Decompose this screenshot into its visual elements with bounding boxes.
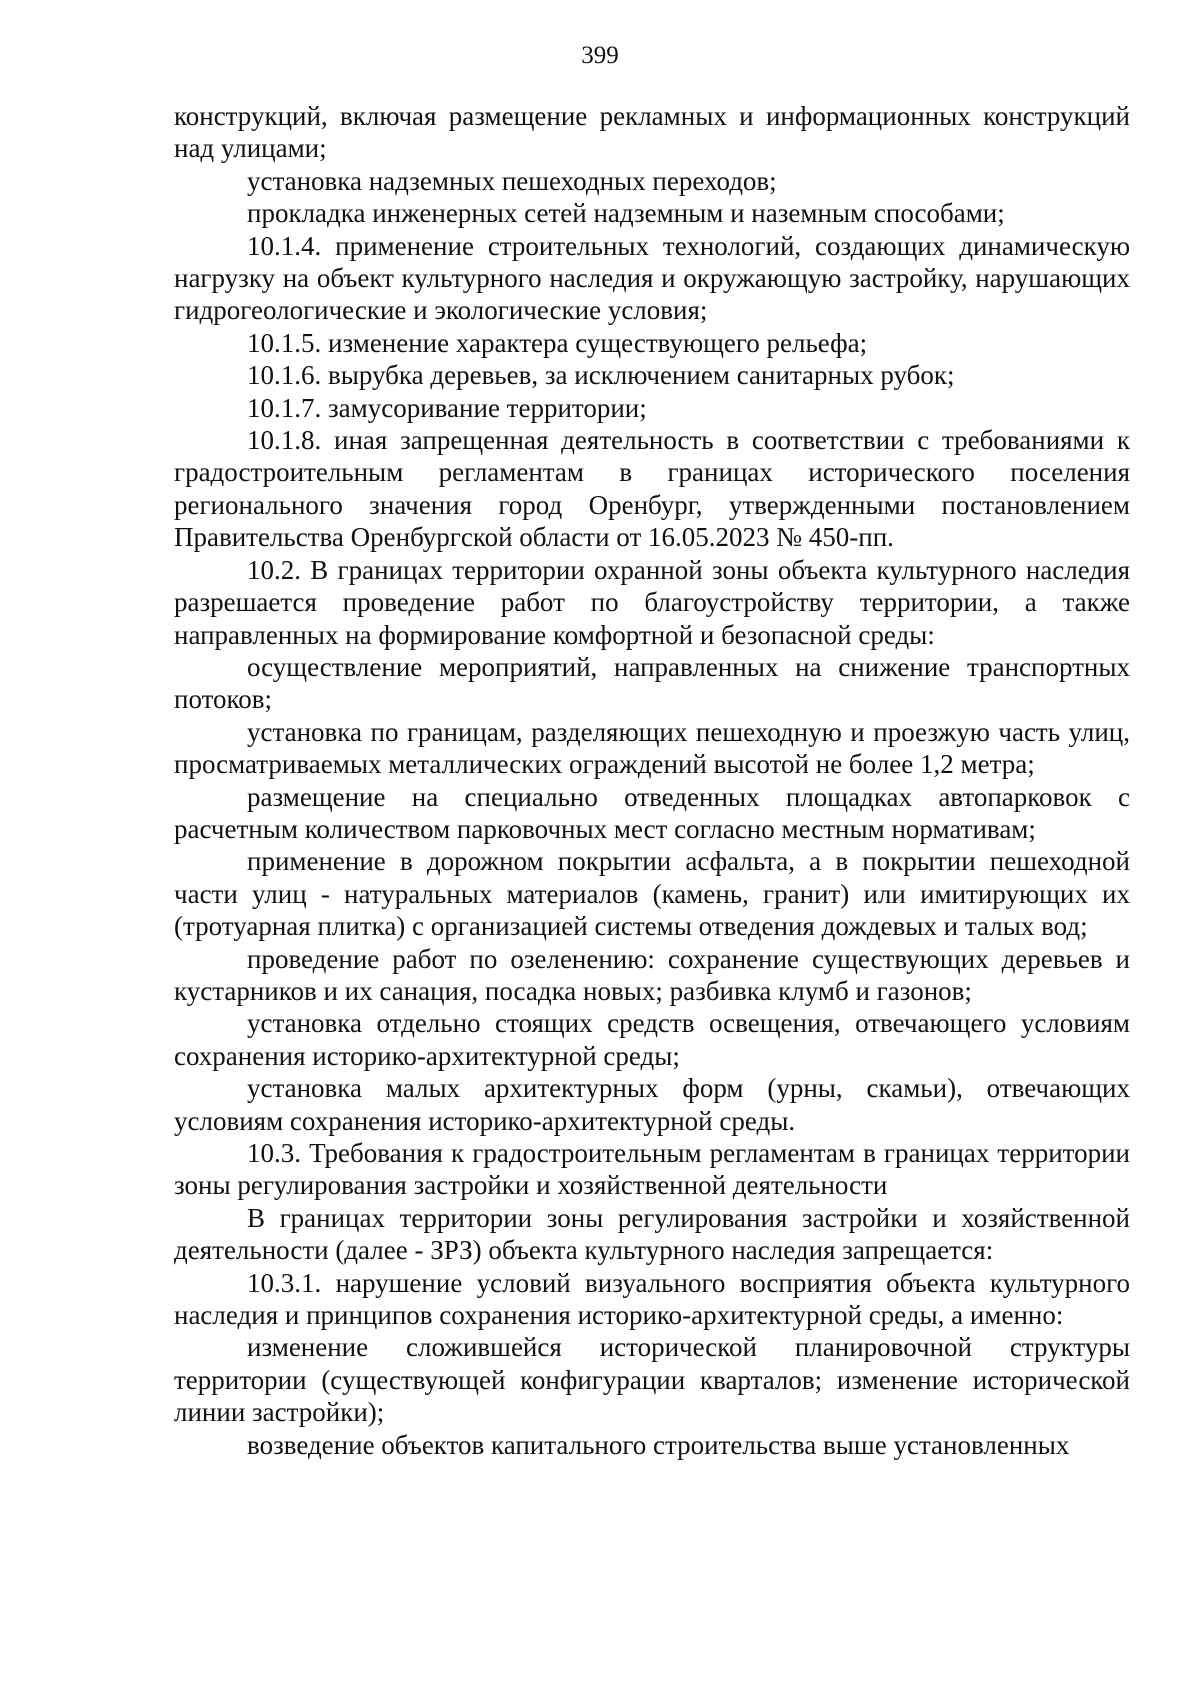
paragraph: установка по границам, разделяющих пешеходную и проезжую часть улиц, просматриваемых металлических ограждений высотой не более 1,2 метра; [174,716,1130,780]
paragraph: 10.3.1. нарушение условий визуального восприятия объекта культурного наследия и принципов сохранения историко-архитектурной среды, а именно: [174,1267,1130,1331]
paragraph: 10.1.6. вырубка деревьев, за исключением санитарных рубок; [247,360,955,391]
paragraph: 10.3. Требования к градостроительным регламентам в границах территории зоны регулирования застройки и хозяйственной деятельности [174,1138,1130,1201]
paragraph: установка малых архитектурных форм (урны, скамьи), отвечающих условиям сохранения историко-архитектурной среды. [174,1073,1130,1136]
paragraph: В границах территории зоны регулирования застройки и хозяйственной деятельности (далее - ЗРЗ) объекта культурного наследия запрещается: [174,1202,1130,1266]
document-body [174,100,1130,1461]
paragraph: установка отдельно стоящих средств освещения, отвечающего условиям сохранения историко-архитектурной среды; [174,1008,1130,1071]
paragraph: 10.1.7. замусоривание территории; [247,392,647,423]
paragraph: 10.2. В границах территории охранной зоны объекта культурного наследия разрешается проведение работ по благоустройству территории, а также направленных на формирование комфортной и безопасной среды: [174,554,1130,650]
paragraph: 10.1.8. иная запрещенная деятельность в соответствии с требованиями к градостроительным регламентам в границах исторического поселения регионального значения город Оренбург, утвержденными постановлением Правительства Оренбургской области от 16.05.2023 № 450-пп. [174,425,1130,553]
paragraph: возведение объектов капитального строительства выше установленных [247,1429,1070,1460]
paragraph: изменение сложившейся исторической планировочной структуры территории (существующей конфигурации кварталов; изменение исторической линии застройки); [174,1332,1130,1428]
paragraph: 10.1.4. применение строительных технологий, создающих динамическую нагрузку на объект культурного наследия и окружающую застройку, нарушающих гидрогеологические и экологические условия; [174,230,1130,326]
paragraph: установка надземных пешеходных переходов; [247,165,777,196]
paragraph: применение в дорожном покрытии асфальта, а в покрытии пешеходной части улиц - натуральных материалов (камень, гранит) или имитирующих их (тротуарная плитка) с организацией системы отведения дождевых и талых вод; [174,846,1130,942]
paragraph: конструкций, включая размещение рекламных и информационных конструкций над улицами; [174,101,1130,164]
paragraph: 10.1.5. изменение характера существующего рельефа; [247,327,868,358]
paragraph: проведение работ по озеленению: сохранение существующих деревьев и кустарников и их санация, посадка новых; разбивка клумб и газонов; [174,943,1130,1006]
paragraph: осуществление мероприятий, направленных на снижение транспортных потоков; [174,651,1130,715]
paragraph: прокладка инженерных сетей надземным и наземным способами; [247,198,1005,229]
page-number: 399 [581,42,619,69]
paragraph: размещение на специально отведенных площадках автопарковок с расчетным количеством парковочных мест согласно местным нормативам; [174,781,1130,844]
